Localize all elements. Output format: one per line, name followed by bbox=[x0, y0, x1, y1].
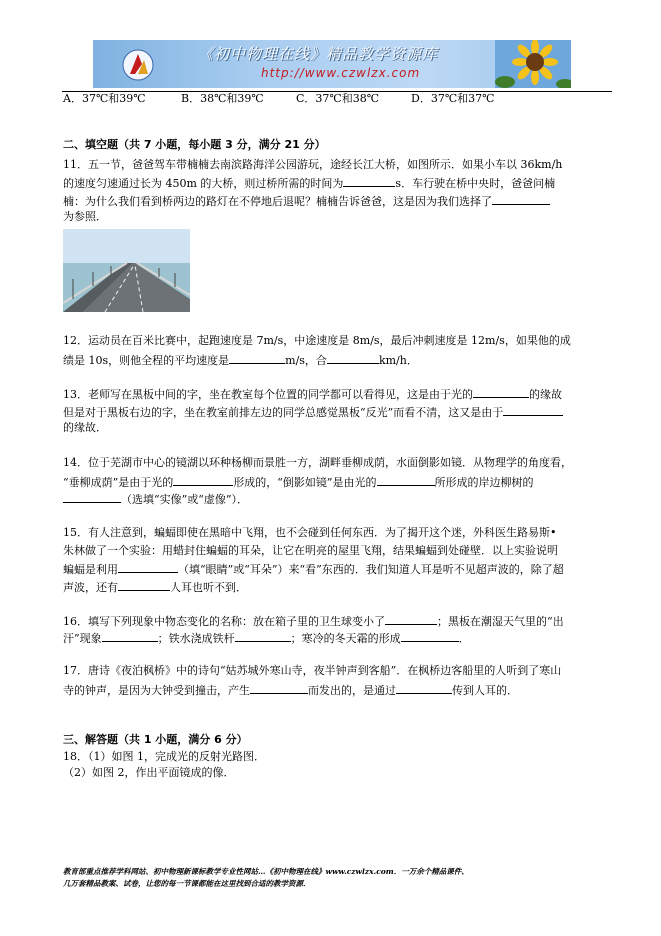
q12-blank-speed-ms[interactable] bbox=[229, 352, 285, 364]
q13-blank-1[interactable] bbox=[473, 386, 529, 398]
q16-text-d: ；铁水浇成铁杆 bbox=[157, 632, 235, 645]
q11-blank-reference[interactable] bbox=[492, 193, 550, 205]
q11-line4: 为参照． bbox=[63, 210, 107, 223]
q14-line2 bbox=[63, 474, 534, 490]
q15-line2: 朱林做了一个实验：用蜡封住蝙蝠的耳朵，让它在明亮的屋里飞翔，结果蝙蝠到处碰壁．以上实验说明 bbox=[63, 544, 558, 557]
q15-line3 bbox=[63, 561, 564, 577]
q11-text-c: 楠：为什么我们看到桥两边的路灯在不停地后退呢？楠楠告诉爸爸，这是因为我们选择了 bbox=[63, 195, 492, 208]
q15-text-c: 声波，还有 bbox=[63, 581, 118, 594]
q14-blank-3[interactable] bbox=[63, 491, 121, 503]
q17-blank-1[interactable] bbox=[250, 682, 308, 694]
q16-blank-3[interactable] bbox=[235, 630, 291, 642]
header-banner bbox=[93, 40, 571, 88]
q13-line2 bbox=[63, 404, 563, 420]
q11-line3 bbox=[63, 193, 550, 209]
section2-heading: 二、填空题（共 7 小题，每小题 3 分，满分 21 分） bbox=[63, 138, 326, 151]
q15-blank-2[interactable] bbox=[118, 579, 170, 591]
q11-blank-time[interactable] bbox=[343, 175, 395, 187]
q15-text-b: （填“眼睛”或“耳朵”）来“看”东西的．我们知道人耳是听不见超声波的，除了超 bbox=[178, 563, 564, 576]
q10-option-c: C．37℃和38℃ bbox=[296, 92, 380, 105]
q16-text-f: ． bbox=[458, 632, 470, 645]
q17-text-b: 而发出的，是通过 bbox=[308, 684, 396, 697]
sunflower-icon bbox=[495, 40, 571, 88]
q10-option-d: D．37℃和37℃ bbox=[411, 92, 495, 105]
q11-line2 bbox=[63, 175, 555, 191]
q10-option-b: B．38℃和39℃ bbox=[181, 92, 264, 105]
q15-text-a: 蝙蝠是利用 bbox=[63, 563, 118, 576]
q10-option-a: A．37℃和39℃ bbox=[63, 92, 146, 105]
q14-text-c: 所形成的岸边柳树的 bbox=[434, 476, 534, 489]
header-url[interactable]: http://www.czwlzx.com bbox=[261, 66, 421, 80]
q18-line1: 18．（1）如图 1，完成光的反射光路图． bbox=[63, 750, 265, 763]
q17-line1: 17．唐诗《夜泊枫桥》中的诗句“姑苏城外寒山寺，夜半钟声到客船”．在枫桥边客船里的人听到了寒山 bbox=[63, 664, 562, 677]
q12-text-b: m/s，合 bbox=[285, 354, 327, 367]
q15-line4 bbox=[63, 579, 247, 595]
q11-text-a: 的速度匀速通过长为 450m 的大桥，则过桥所需的时间为 bbox=[63, 177, 344, 190]
header-title: 《初中物理在线》精品教学资源库 bbox=[198, 45, 439, 63]
q14-line1: 14．位于芜湖市中心的镜湖以环种杨柳而景胜一方，湖畔垂柳成荫，水面倒影如镜．从物理学的角度看， bbox=[63, 456, 572, 469]
q16-text-b: ；黑板在潮湿天气里的“出 bbox=[437, 615, 564, 628]
q15-line1: 15．有人注意到，蝙蝠即使在黑暗中飞翔，也不会碰到任何东西．为了揭开这个迷，外科医生路易斯• bbox=[63, 526, 557, 539]
footer-line2: 几万套精品教案、试卷，让您的每一节课都能在这里找到合适的教学资源． bbox=[63, 879, 311, 888]
q16-blank-2[interactable] bbox=[102, 630, 158, 642]
q16-blank-1[interactable] bbox=[385, 613, 437, 625]
q16-text-e: ；寒冷的冬天霜的形成 bbox=[290, 632, 401, 645]
q12-line2 bbox=[63, 352, 418, 368]
q14-line3 bbox=[63, 491, 248, 507]
q14-text-a: “垂柳成荫”是由于光的 bbox=[63, 476, 174, 489]
q13-line3: 的缘故． bbox=[63, 421, 107, 434]
q13-text-c: 但是对于黑板右边的字，坐在教室前排左边的同学总感觉黑板“反光”而看不清，这又是由于 bbox=[63, 406, 504, 419]
q13-blank-2[interactable] bbox=[503, 404, 563, 416]
q15-text-d: 人耳也听不到． bbox=[170, 581, 247, 594]
q11-text-b: s．车行驶在桥中央时，爸爸问楠 bbox=[395, 177, 556, 190]
logo-icon bbox=[121, 48, 155, 82]
bridge-photo bbox=[63, 229, 190, 312]
q16-blank-4[interactable] bbox=[401, 630, 459, 642]
q16-line2 bbox=[63, 630, 470, 646]
q15-blank-1[interactable] bbox=[118, 561, 178, 573]
q12-blank-speed-kmh[interactable] bbox=[327, 352, 379, 364]
section3-heading: 三、解答题（共 1 小题，满分 6 分） bbox=[63, 733, 248, 746]
q13-text-a: 13．老师写在黑板中间的字，坐在教室每个位置的同学都可以看得见，这是由于光的 bbox=[63, 388, 473, 401]
q13-line1 bbox=[63, 386, 562, 402]
q11-line1: 11．五一节，爸爸驾车带楠楠去南滨路海洋公园游玩，途经长江大桥，如图所示．如果小车以 36km/h bbox=[63, 158, 563, 171]
q17-blank-2[interactable] bbox=[396, 682, 452, 694]
q12-line1: 12．运动员在百米比赛中，起跑速度是 7m/s，中途速度是 8m/s，最后冲刺速度是 12m/s，如果他的成 bbox=[63, 334, 571, 347]
q13-text-b: 的缘故 bbox=[529, 388, 562, 401]
q16-text-c: 汗”现象 bbox=[63, 632, 102, 645]
q12-text-c: km/h． bbox=[378, 354, 418, 367]
q14-text-b: 形成的，“倒影如镜”是由光的 bbox=[233, 476, 377, 489]
q12-text-a: 绩是 10s，则他全程的平均速度是 bbox=[63, 354, 230, 367]
q14-blank-2[interactable] bbox=[377, 474, 435, 486]
q14-blank-1[interactable] bbox=[173, 474, 233, 486]
q17-text-a: 寺的钟声，是因为大钟受到撞击，产生 bbox=[63, 684, 250, 697]
q14-text-d: （选填“实像”或“虚像”）． bbox=[121, 493, 248, 506]
q16-text-a: 16．填写下列现象中物态变化的名称：放在箱子里的卫生球变小了 bbox=[63, 615, 385, 628]
footer-line1: 教育部重点推荐学科网站、初中物理新课标教学专业性网站…《初中物理在线》www.czwlzx.com．一万余个精品课件、 bbox=[63, 867, 469, 876]
q17-text-c: 传到人耳的． bbox=[452, 684, 518, 697]
q16-line1 bbox=[63, 613, 564, 629]
q17-line2 bbox=[63, 682, 518, 698]
q18-line2: （2）如图 2，作出平面镜成的像． bbox=[63, 766, 235, 779]
